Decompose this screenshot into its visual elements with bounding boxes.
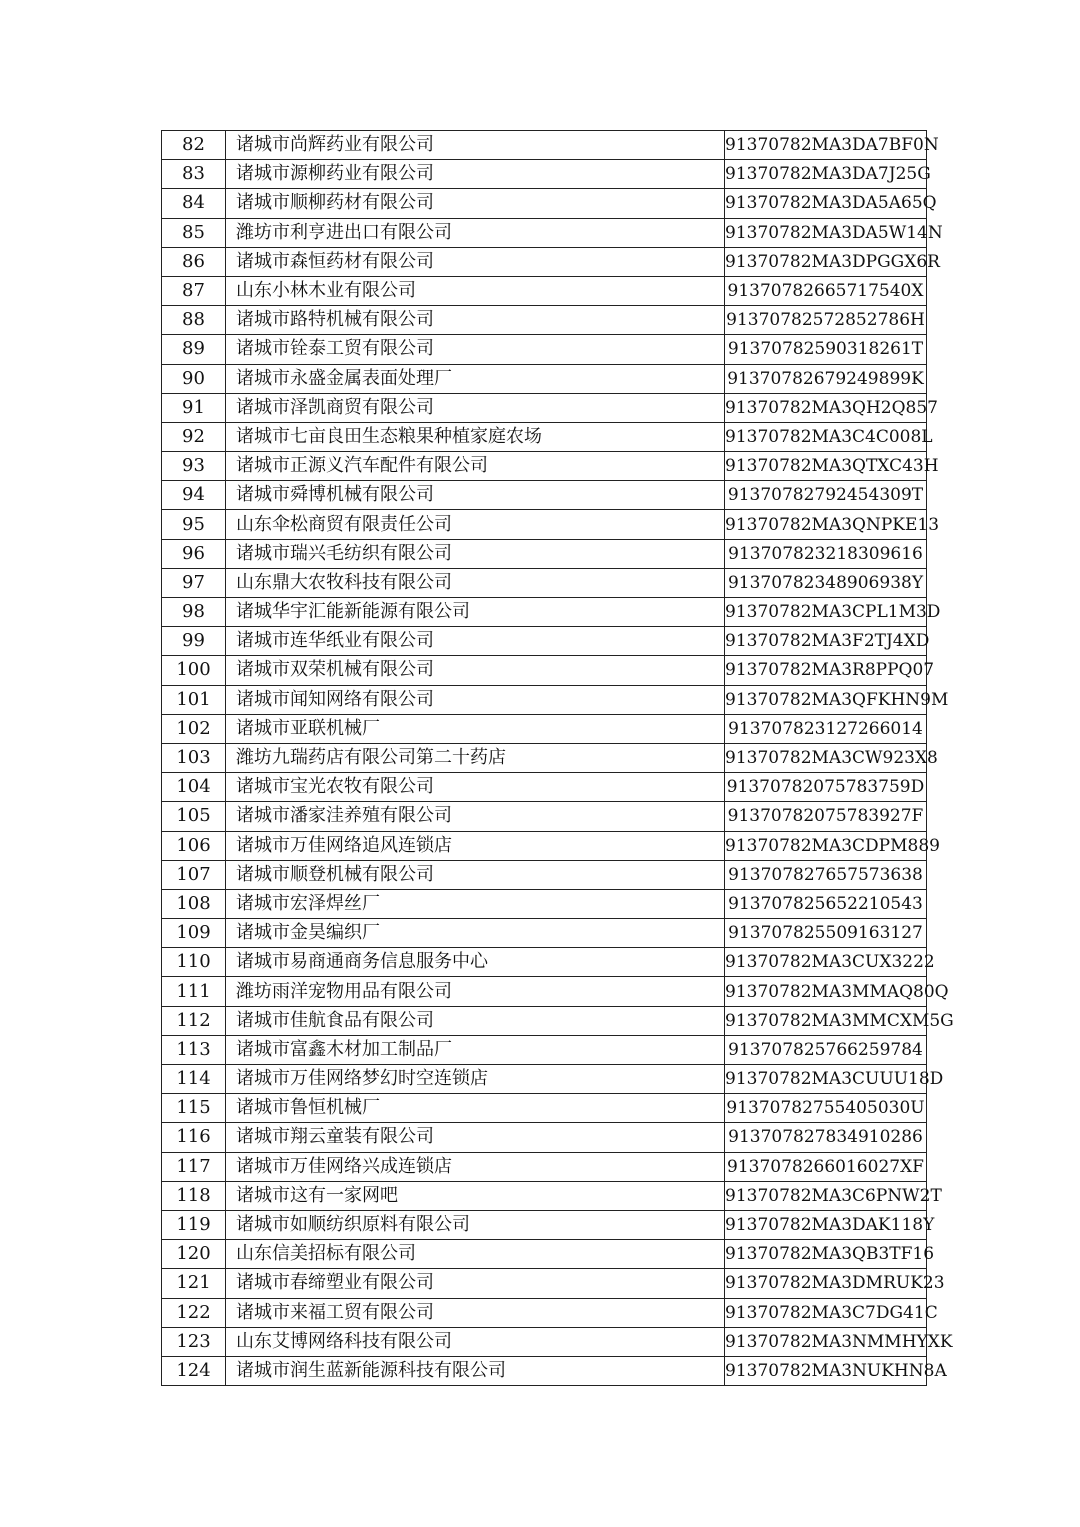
table-row [162,919,927,948]
credit-code: 913707823127266014 [725,714,927,743]
credit-code: 91370782MA3DAK118Y [725,1210,927,1239]
credit-code: 91370782348906938Y [725,568,927,597]
table-row [162,889,927,918]
credit-code: 91370782MA3C4C008L [725,422,927,451]
company-table [161,130,954,1386]
row-number: 124 [162,1356,226,1385]
credit-code: 913707827657573638 [725,860,927,889]
company-name: 诸城市顺登机械有限公司 [226,860,725,889]
credit-code: 91370782MA3CUX3222 [725,948,927,977]
company-name: 诸城市闻知网络有限公司 [226,685,725,714]
row-number: 91 [162,393,226,422]
row-number: 121 [162,1269,226,1298]
table-row [162,481,927,510]
credit-code: 91370782MA3NUKHN8A [725,1356,927,1385]
table-row [162,335,927,364]
company-name: 诸城市宏泽焊丝厂 [226,889,725,918]
table-row [162,452,927,481]
row-number: 114 [162,1065,226,1094]
row-number: 93 [162,452,226,481]
credit-code: 91370782590318261T [725,335,927,364]
table-row [162,422,927,451]
company-name: 诸城市双荣机械有限公司 [226,656,725,685]
credit-code: 91370782MA3DMRUK23 [725,1269,927,1298]
row-number: 82 [162,131,226,160]
table-row [162,1006,927,1035]
row-number: 84 [162,189,226,218]
table-row [162,802,927,831]
company-name: 诸城市顺柳药材有限公司 [226,189,725,218]
row-number: 110 [162,948,226,977]
company-name: 诸城市万佳网络追风连锁店 [226,831,725,860]
table-row [162,773,927,802]
company-name: 山东信美招标有限公司 [226,1240,725,1269]
company-name: 诸城市万佳网络兴成连锁店 [226,1152,725,1181]
table-row [162,685,927,714]
table-row [162,1269,927,1298]
credit-code: 91370782755405030U [725,1094,927,1123]
credit-code: 91370782MA3QB3TF16 [725,1240,927,1269]
table-row [162,1327,927,1356]
company-name: 诸城市永盛金属表面处理厂 [226,364,725,393]
company-name: 诸城市泽凯商贸有限公司 [226,393,725,422]
credit-code: 91370782MA3DA7BF0N [725,131,927,160]
company-name: 诸城市翔云童装有限公司 [226,1123,725,1152]
table-row [162,627,927,656]
table-row [162,131,927,160]
table-row [162,743,927,772]
row-number: 115 [162,1094,226,1123]
company-name: 潍坊市利亨进出口有限公司 [226,218,725,247]
table-row [162,1240,927,1269]
row-number: 106 [162,831,226,860]
company-name: 山东小林木业有限公司 [226,276,725,305]
table-row [162,160,927,189]
company-name: 诸城市这有一家网吧 [226,1181,725,1210]
credit-code: 91370782MA3CDPM889 [725,831,927,860]
row-number: 87 [162,276,226,305]
table-row [162,218,927,247]
row-number: 97 [162,568,226,597]
credit-code: 913707825652210543 [725,889,927,918]
credit-code: 91370782075783927F [725,802,927,831]
table-row [162,1210,927,1239]
table-row [162,276,927,305]
credit-code: 91370782665717540X [725,276,927,305]
credit-code: 91370782MA3CUUU18D [725,1065,927,1094]
table-row [162,977,927,1006]
company-name: 诸城市舜博机械有限公司 [226,481,725,510]
row-number: 96 [162,539,226,568]
credit-code: 91370782MA3DA5W14N [725,218,927,247]
row-number: 100 [162,656,226,685]
table-row [162,948,927,977]
company-name: 诸城市易商通商务信息服务中心 [226,948,725,977]
company-name: 山东伞松商贸有限责任公司 [226,510,725,539]
row-number: 83 [162,160,226,189]
table-row [162,247,927,276]
credit-code: 913707825509163127 [725,919,927,948]
credit-code: 91370782572852786H [725,306,927,335]
company-name: 诸城市七亩良田生态粮果种植家庭农场 [226,422,725,451]
row-number: 104 [162,773,226,802]
table-row [162,714,927,743]
company-name: 诸城市万佳网络梦幻时空连锁店 [226,1065,725,1094]
credit-code: 91370782MA3QFKHN9M [725,685,927,714]
credit-code: 91370782MA3MMAQ80Q [725,977,927,1006]
company-name: 诸城市富鑫木材加工制品厂 [226,1035,725,1064]
table-row [162,510,927,539]
credit-code: 91370782075783759D [725,773,927,802]
table-row [162,568,927,597]
company-name: 诸城市连华纸业有限公司 [226,627,725,656]
table-row [162,1356,927,1385]
credit-code: 913707825766259784 [725,1035,927,1064]
row-number: 107 [162,860,226,889]
row-number: 90 [162,364,226,393]
credit-code: 91370782MA3QNPKE13 [725,510,927,539]
row-number: 122 [162,1298,226,1327]
row-number: 116 [162,1123,226,1152]
row-number: 95 [162,510,226,539]
company-name: 山东鼎大农牧科技有限公司 [226,568,725,597]
table-row [162,1181,927,1210]
table-row [162,860,927,889]
table-row [162,393,927,422]
row-number: 109 [162,919,226,948]
credit-code: 91370782MA3DPGGX6R [725,247,927,276]
row-number: 113 [162,1035,226,1064]
company-name: 诸城市铨泰工贸有限公司 [226,335,725,364]
company-name: 潍坊雨洋宠物用品有限公司 [226,977,725,1006]
table-row [162,831,927,860]
table-row [162,1065,927,1094]
row-number: 88 [162,306,226,335]
company-name: 诸城市潘家洼养殖有限公司 [226,802,725,831]
company-name: 诸城市鲁恒机械厂 [226,1094,725,1123]
credit-code: 91370782MA3F2TJ4XD [725,627,927,656]
company-name: 诸城市源柳药业有限公司 [226,160,725,189]
table-row [162,1298,927,1327]
credit-code: 91370782MA3CPL1M3D [725,598,927,627]
row-number: 86 [162,247,226,276]
table-row [162,598,927,627]
company-name: 诸城市森恒药材有限公司 [226,247,725,276]
table-row [162,1094,927,1123]
table-row [162,1035,927,1064]
credit-code: 91370782MA3MMCXM5G [725,1006,927,1035]
credit-code: 91370782MA3NMMHYXK [725,1327,927,1356]
row-number: 85 [162,218,226,247]
credit-code: 913707827834910286 [725,1123,927,1152]
table-row [162,189,927,218]
row-number: 101 [162,685,226,714]
credit-code: 91370782679249899K [725,364,927,393]
credit-code: 91370782MA3QTXC43H [725,452,927,481]
credit-code: 91370782792454309T [725,481,927,510]
table-row [162,306,927,335]
credit-code: 913707823218309616 [725,539,927,568]
table-row [162,364,927,393]
company-name: 诸城市如顺纺织原料有限公司 [226,1210,725,1239]
row-number: 120 [162,1240,226,1269]
row-number: 99 [162,627,226,656]
row-number: 102 [162,714,226,743]
row-number: 105 [162,802,226,831]
credit-code: 9137078266016027XF [725,1152,927,1181]
row-number: 89 [162,335,226,364]
row-number: 94 [162,481,226,510]
company-name: 诸城华宇汇能新能源有限公司 [226,598,725,627]
company-name: 诸城市尚辉药业有限公司 [226,131,725,160]
credit-code: 91370782MA3CW923X8 [725,743,927,772]
credit-code: 91370782MA3C6PNW2T [725,1181,927,1210]
company-name: 诸城市瑞兴毛纺织有限公司 [226,539,725,568]
table-row [162,539,927,568]
company-name: 诸城市路特机械有限公司 [226,306,725,335]
row-number: 112 [162,1006,226,1035]
row-number: 119 [162,1210,226,1239]
company-name: 山东艾博网络科技有限公司 [226,1327,725,1356]
company-name: 诸城市正源义汽车配件有限公司 [226,452,725,481]
credit-code: 91370782MA3C7DG41C [725,1298,927,1327]
company-name: 诸城市亚联机械厂 [226,714,725,743]
table-row [162,1152,927,1181]
row-number: 123 [162,1327,226,1356]
credit-code: 91370782MA3R8PPQ07 [725,656,927,685]
credit-code: 91370782MA3QH2Q857 [725,393,927,422]
row-number: 111 [162,977,226,1006]
credit-code: 91370782MA3DA7J25G [725,160,927,189]
row-number: 103 [162,743,226,772]
company-name: 诸城市来福工贸有限公司 [226,1298,725,1327]
credit-code: 91370782MA3DA5A65Q [725,189,927,218]
company-name: 诸城市宝光农牧有限公司 [226,773,725,802]
row-number: 117 [162,1152,226,1181]
company-name: 诸城市佳航食品有限公司 [226,1006,725,1035]
row-number: 98 [162,598,226,627]
company-name: 诸城市润生蓝新能源科技有限公司 [226,1356,725,1385]
table-row [162,1123,927,1152]
company-name: 诸城市金昊编织厂 [226,919,725,948]
table-body [162,131,954,1386]
row-number: 108 [162,889,226,918]
table-row [162,656,927,685]
row-number: 118 [162,1181,226,1210]
company-name: 潍坊九瑞药店有限公司第二十药店 [226,743,725,772]
row-number: 92 [162,422,226,451]
company-name: 诸城市春缔塑业有限公司 [226,1269,725,1298]
